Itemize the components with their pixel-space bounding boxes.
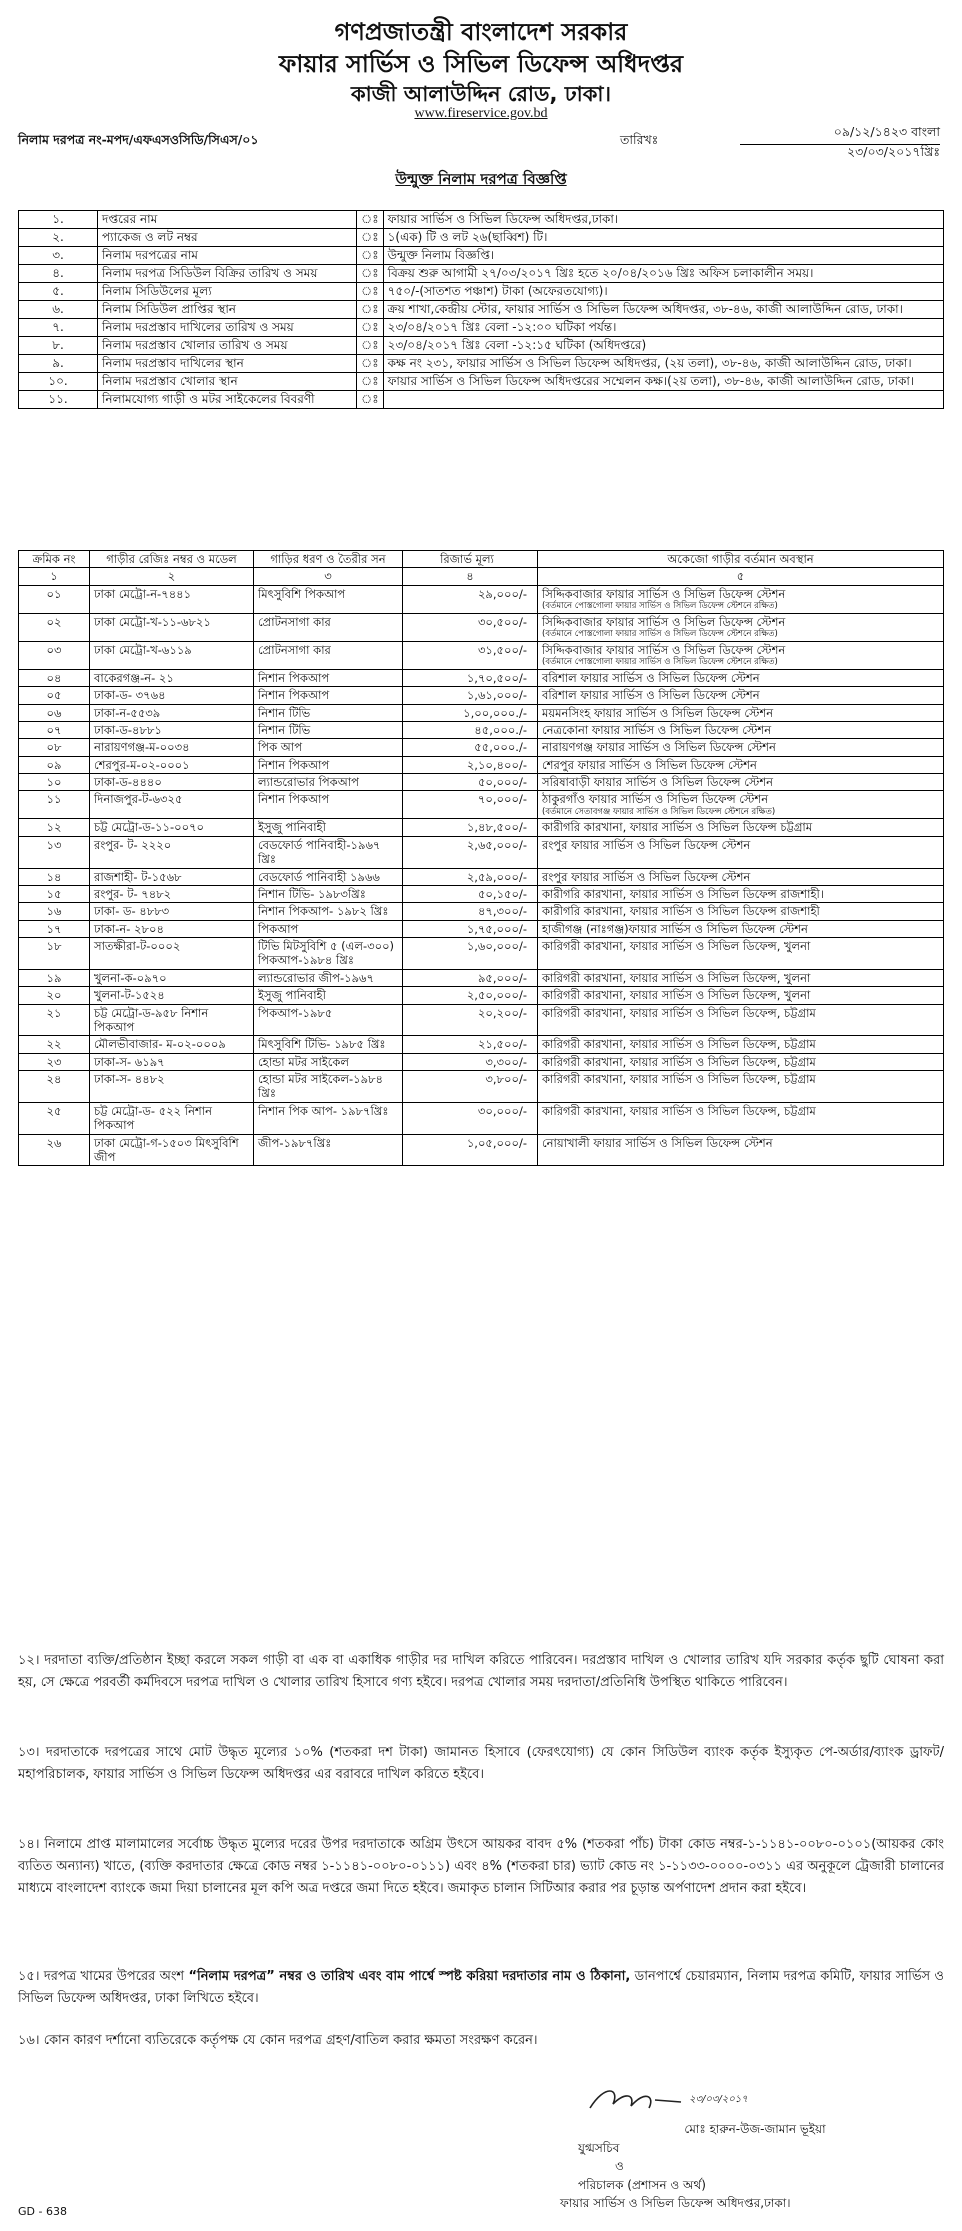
signatory-title2: পরিচালক (প্রশাসন ও অর্থ): [578, 2177, 706, 2192]
info-row: [19, 211, 944, 229]
clause-number: ১৬।: [18, 2033, 40, 2048]
vehicle-serial: ০৮: [46, 740, 62, 755]
info-number: ২.: [19, 229, 98, 247]
vehicle-location: সিদ্দিকবাজার ফায়ার সার্ভিস ও সিভিল ডিফেন্স স্টেশন: [542, 642, 786, 657]
vehicle-type: নিশান পিক আপ- ১৯৮৭খ্রিঃ: [258, 1103, 389, 1118]
info-row: [19, 247, 944, 265]
vehicle-serial: ১৮: [46, 939, 62, 953]
vehicle-type: হোন্ডা মটর সাইকেল-১৯৮৪ খ্রিঃ: [258, 1072, 383, 1101]
info-number: ১১.: [19, 391, 98, 409]
vehicle-type: প্রোটনসাগা কার: [258, 642, 331, 657]
vehicle-type: পিকআপ: [258, 921, 299, 936]
vehicle-registration: রংপুর- ট- ২২২০: [94, 837, 172, 852]
vehicle-registration: চট্ট মেট্রো-ড-১১-০০৭০: [94, 820, 205, 835]
vehicle-registration: ঢাকা মেট্রো-ন-৭৪৪১: [94, 586, 192, 601]
website-link[interactable]: www.fireservice.gov.bd: [414, 106, 548, 121]
info-row: [19, 391, 944, 409]
clause-13: [18, 1742, 944, 1786]
vehicle-registration: ঢাকা-ড-৪৪৪০: [94, 775, 162, 789]
vehicle-type: বেডফোর্ড পানিবাহী-১৯৬৭ খ্রিঃ: [258, 837, 381, 867]
vehicle-registration: ঢাকা মেট্রো-গ-১৫০৩ মিৎসুবিশি জীপ: [94, 1135, 239, 1164]
vehicle-type: নিশান পিকআপ: [258, 688, 330, 703]
vehicle-type: জীপ-১৯৮৭খ্রিঃ: [258, 1135, 332, 1150]
clause-15: [18, 1966, 944, 2010]
vehicle-row: [19, 739, 944, 756]
clause-text: ডানপার্শ্বে চেয়ারম্যান, নিলাম দরপত্র কমিটি, ফায়ার সার্ভিস ও সিভিল ডিফেন্স অধিদপ্তর, ঢাকা লিখিতে হইবে।: [18, 1969, 944, 2007]
signatory-title1: যুগ্মসচিব: [578, 2140, 620, 2155]
vehicle-location: শেরপুর ফায়ার সার্ভিস ও সিভিল ডিফেন্স স্টেশন: [542, 757, 757, 772]
vehicle-type: ল্যান্ডরোভার পিকআপ: [258, 775, 359, 789]
vehicle-registration: বাকেরগঞ্জ-ন- ২১: [94, 670, 174, 685]
vehicle-serial: ০৪: [46, 670, 62, 685]
vehicle-location: কারিগরী কারখানা, ফায়ার সার্ভিস ও সিভিল ডিফেন্স, খুলনা: [542, 988, 811, 1003]
vehicle-registration: নারায়ণগঞ্জ-ম-০০৩৪: [94, 740, 190, 755]
vehicle-location-note: (বর্তমানে পোস্তগোলা ফায়ার সার্ভিস ও সিভিল ডিফেন্স স্টেশনে রক্ষিত): [542, 601, 778, 612]
info-separator: ঃ: [357, 283, 384, 301]
info-row: [19, 355, 944, 373]
vehicle-registration: খুলনা-ট-১৫২৪: [94, 988, 165, 1003]
colnum-3: ৩: [254, 568, 403, 585]
info-value: ৭৫০/-(সাতশত পঞ্চাশ) টাকা (অফেরতযোগ্য)।: [383, 283, 943, 301]
signatory-office: ফায়ার সার্ভিস ও সিভিল ডিফেন্স অধিদপ্তর,ঢাকা।: [560, 2196, 791, 2211]
vehicle-location: নোয়াখালী ফায়ার সার্ভিস ও সিভিল ডিফেন্স স্টেশন: [542, 1135, 773, 1150]
info-separator: ঃ: [357, 247, 384, 265]
info-value: ২৩/০৪/২০১৭ খ্রিঃ বেলা -১২:১৫ ঘটিকা (অধিদপ্তরে): [383, 337, 943, 355]
vehicle-serial: ২১: [46, 1005, 62, 1020]
vehicle-location-note: (বর্তমানে পোস্তগোলা ফায়ার সার্ভিস ও সিভিল ডিফেন্স স্টেশনে রক্ষিত): [542, 657, 778, 668]
vehicle-serial: ১১: [46, 792, 62, 807]
vehicle-registration: ঢাকা-ড- ৩৭৬৪: [94, 688, 166, 703]
info-value: ২৩/০৪/২০১৭ খ্রিঃ বেলা -১২:০০ ঘটিকা পর্যন্ত।: [383, 319, 943, 337]
vehicle-serial: ০৭: [46, 722, 62, 737]
vehicle-location: কারিগরী কারখানা, ফায়ার সার্ভিস ও সিভিল ডিফেন্স, খুলনা: [542, 970, 811, 985]
colnum-4: ৪: [403, 568, 538, 585]
date-english: ২৩/০৩/২০১৭খ্রিঃ: [847, 144, 940, 159]
vehicle-registration: খুলনা-ক-০৯৭০: [94, 970, 167, 985]
vehicle-table-header: [19, 551, 944, 568]
vehicle-row: [19, 721, 944, 738]
vehicle-type: পিকআপ-১৯৮৫: [258, 1005, 333, 1020]
col-location: অকেজো গাড়ীর বর্তমান অবস্থান: [538, 551, 944, 568]
clause-number: ১২।: [18, 1653, 40, 1668]
info-label: নিলাম সিডিউলের মূল্য: [98, 283, 357, 301]
vehicle-location: নেত্রকোনা ফায়ার সার্ভিস ও সিভিল ডিফেন্স স্টেশন: [542, 722, 772, 737]
vehicle-location: কারিগরী কারখানা, ফায়ার সার্ভিস ও সিভিল ডিফেন্স, চট্টগ্রাম: [542, 1103, 816, 1118]
vehicle-serial: ০৩: [46, 642, 62, 657]
government-title: গণপ্রজাতন্ত্রী বাংলাদেশ সরকার: [334, 18, 628, 46]
info-number: ৮.: [19, 337, 98, 355]
vehicle-registration: মৌলভীবাজার- ম-০২-০০০৯: [94, 1037, 226, 1052]
vehicle-registration: ঢাকা মেট্রো-খ-৬১১৯: [94, 642, 192, 657]
vehicle-type: নিশান টিভি- ১৯৮৩খ্রিঃ: [258, 886, 366, 901]
vehicle-serial: ২০: [46, 988, 62, 1003]
vehicle-type: নিশান পিকআপ: [258, 792, 330, 807]
info-number: ৪.: [19, 265, 98, 283]
vehicle-location: সিদ্দিকবাজার ফায়ার সার্ভিস ও সিভিল ডিফেন্স স্টেশন: [542, 614, 786, 629]
vehicle-serial: ১৫: [46, 886, 62, 901]
vehicle-reserve-price: ৭০,০০০/-: [477, 792, 527, 807]
vehicle-type: পিক আপ: [258, 740, 303, 755]
vehicle-location: কারিগরী কারখানা, ফায়ার সার্ভিস ও সিভিল ডিফেন্স, খুলনা: [542, 939, 811, 953]
vehicle-type: ইসুজু পানিবাহী: [258, 988, 326, 1003]
vehicle-location: নারায়ণগঞ্জ ফায়ার সার্ভিস ও সিভিল ডিফেন্স স্টেশন: [542, 740, 776, 755]
vehicle-location: কারিগরী কারখানা, ফায়ার সার্ভিস ও সিভিল ডিফেন্স, চট্টগ্রাম: [542, 1005, 816, 1020]
colnum-5: ৫: [538, 568, 944, 585]
vehicle-serial: ১৪: [46, 869, 62, 884]
vehicle-reserve-price: ৪৭,৩০০/-: [477, 904, 527, 919]
vehicle-reserve-price: ১,৬০,০০০/-: [466, 939, 527, 953]
vehicle-row: [19, 1004, 944, 1036]
vehicle-reserve-price: ৩০,৫০০/-: [477, 614, 527, 629]
vehicle-reserve-price: ৫৫,০০০./-: [474, 740, 527, 755]
vehicle-row: [19, 885, 944, 902]
reference-number: নিলাম দরপত্র নং-মপদ/এফএসওসিডি/সিএস/০১: [18, 132, 259, 147]
vehicle-reserve-price: ১,৬১,০০০/-: [466, 688, 527, 703]
vehicle-type: নিশান পিকআপ- ১৯৮২ খ্রিঃ: [258, 904, 389, 919]
clause-text: নিলামে প্রাপ্ত মালামালের সর্বোচ্চ উদ্ধৃত মুল্যের দরের উপর দরদাতাকে অগ্রিম উৎসে আয়কর বাবদ ৫% (শতকরা পাঁচ) টাকা কোড নম্বর-১-১১৪১-০০৮০-০১০১(আয়কর কোং ব্যতিত অন্যান্য) খাতে, (ব্যক্তি করদাতার ক্ষেত্রে কোড নম্বর ১-১১৪১-০০৮০-০১১১) এবং ৪% (শতকরা চার) ভ্যাট কোড নং ১-১১৩৩-০০০০-০৩১১ এর অনুকূলে ট্রেজারী চালানের মাধ্যমে বাংলাদেশ ব্যাংকে জমা দিয়া চালানের মূল কপি অত্র দপ্তরে জমা দিতে হইবে। জমাকৃত চালান সিটিআর করার পর চূড়ান্ত অর্পণাদেশ প্রদান করা হইবে।: [18, 1837, 944, 1897]
vehicle-row: [19, 987, 944, 1004]
vehicle-reserve-price: ২,৫৯,০০০/-: [466, 869, 527, 884]
vehicle-row: [19, 1071, 944, 1103]
vehicle-row: [19, 704, 944, 721]
vehicle-reserve-price: ১,৭০,৫০০/-: [466, 670, 527, 685]
clause-text-bold: “নিলাম দরপত্র” নম্বর ও তারিখ এবং বাম পার্শ্বে স্পষ্ট করিয়া দরদাতার নাম ও ঠিকানা,: [188, 1969, 631, 1984]
info-separator: ঃ: [357, 265, 384, 283]
vehicle-row: [19, 791, 944, 819]
vehicle-location: কারীগরি কারখানা, ফায়ার সার্ভিস ও সিভিল ডিফেন্স রাজশাহী: [542, 904, 820, 919]
signature-date: ২৩/০৩/২০১৭: [689, 2094, 748, 2105]
vehicle-registration: সাতক্ষীরা-ট-০০০২: [94, 939, 181, 953]
info-number: ৩.: [19, 247, 98, 265]
info-table: [18, 210, 944, 409]
vehicle-row: [19, 1036, 944, 1053]
clause-text: দরপত্র খামের উপরের অংশ: [43, 1969, 189, 1984]
info-label: নিলাম দরপ্রস্তাব দাখিলের স্থান: [98, 355, 357, 373]
vehicle-type: মিৎসুবিশি টিভি- ১৯৮৫ খ্রিঃ: [258, 1037, 386, 1052]
clause-16: [18, 2030, 944, 2052]
vehicle-row: [19, 585, 944, 613]
vehicle-type: নিশান পিকআপ: [258, 757, 330, 772]
vehicle-serial: ০৯: [46, 757, 62, 772]
info-label: নিলাম দরপ্রস্তাব দাখিলের তারিখ ও সময়: [98, 319, 357, 337]
vehicle-registration: চট্ট মেট্রো-ড-৯৫৮ নিশান পিকআপ: [94, 1005, 209, 1034]
vehicle-serial: ০১: [46, 586, 62, 601]
vehicle-row: [19, 1102, 944, 1134]
vehicle-type: টিভি মিটসুবিশি ৫ (এল-৩০০) পিকআপ-১৯৮৪ খ্রিঃ: [258, 939, 395, 968]
vehicle-location: সরিষাবাড়ী ফায়ার সার্ভিস ও সিভিল ডিফেন্স স্টেশন: [542, 775, 773, 789]
gd-number: GD - 638: [18, 2205, 67, 2218]
info-label: নিলাম দরপ্রস্তাব খোলার স্থান: [98, 373, 357, 391]
colnum-2: ২: [90, 568, 254, 585]
clause-text: দরদাতাকে দরপত্রের সাথে মোট উদ্ধৃত মূল্যের ১০% (শতকরা দশ টাকা) জামানত হিসাবে (ফেরৎযোগ্য) যে কোন সিডিউল ব্যাংক কর্তৃক ইস্যুকৃত পে-অর্ডার/ব্যাংক ড্রাফট/ মহাপরিচালক, ফায়ার সার্ভিস ও সিভিল ডিফেন্স অধিদপ্তর এর বরাবরে দাখিল করিতে হইবে।: [18, 1745, 944, 1783]
vehicle-serial: ২৩: [46, 1054, 62, 1069]
vehicle-location: কারীগরি কারখানা, ফায়ার সার্ভিস ও সিভিল ডিফেন্স রাজশাহী।: [542, 886, 824, 901]
info-label: দপ্তরের নাম: [98, 211, 357, 229]
vehicle-registration: ঢাকা-স- ৬১৯৭: [94, 1054, 165, 1069]
vehicle-row: [19, 836, 944, 868]
vehicle-reserve-price: ২৯,০০০/-: [477, 586, 527, 601]
vehicle-type: মিৎসুবিশি পিকআপ: [258, 586, 346, 601]
vehicle-registration: ঢাকা-ন-৫৫৩৯: [94, 705, 161, 720]
info-number: ১.: [19, 211, 98, 229]
vehicle-reserve-price: ২,৫০,০০০/-: [466, 988, 527, 1003]
clause-number: ১৩।: [18, 1745, 40, 1760]
info-row: [19, 283, 944, 301]
info-separator: ঃ: [357, 373, 384, 391]
vehicle-reserve-price: ১,৪৮,৫০০/-: [466, 820, 527, 835]
vehicle-registration: ঢাকা-স- ৪৪৮২: [94, 1072, 165, 1086]
vehicle-location: কারীগরি কারখানা, ফায়ার সার্ভিস ও সিভিল ডিফেন্স চট্টগ্রাম: [542, 820, 813, 835]
info-row: [19, 301, 944, 319]
vehicle-reserve-price: ৫০,১৫০/-: [477, 886, 527, 901]
vehicle-row: [19, 969, 944, 986]
vehicle-row: [19, 920, 944, 937]
vehicle-reserve-price: ৩১,৫০০/-: [477, 642, 527, 657]
info-number: ৭.: [19, 319, 98, 337]
info-separator: ঃ: [357, 391, 384, 409]
clause-number: ১৫।: [18, 1969, 40, 1984]
vehicle-location: কারিগরী কারখানা, ফায়ার সার্ভিস ও সিভিল ডিফেন্স, চট্টগ্রাম: [542, 1054, 816, 1069]
info-separator: ঃ: [357, 337, 384, 355]
vehicle-type: নিশান পিকআপ: [258, 670, 330, 685]
signatory-name: মোঃ হারুন-উজ-জামান ভূইয়া: [684, 2122, 826, 2136]
info-value: [383, 391, 943, 409]
vehicle-serial: ০৫: [46, 688, 62, 703]
vehicle-reserve-price: ২১,৫০০/-: [477, 1037, 527, 1052]
vehicle-registration: রাজশাহী- ট-১৫৬৮: [94, 869, 182, 884]
vehicle-row: [19, 868, 944, 885]
date-label: তারিখঃ: [620, 132, 659, 147]
vehicle-table: [18, 550, 944, 1166]
vehicle-registration: ঢাকা-ড-৪৮৮১: [94, 722, 162, 737]
info-value: ক্রয় শাখা,কেন্দ্রীয় স্টোর, ফায়ার সার্ভিস ও সিভিল ডিফেন্স অধিদপ্তর, ৩৮-৪৬, কাজী আলাউদ্দিন রোড, ঢাকা।: [383, 301, 943, 319]
vehicle-serial: ১৯: [46, 970, 62, 985]
vehicle-location: কারিগরী কারখানা, ফায়ার সার্ভিস ও সিভিল ডিফেন্স, চট্টগ্রাম: [542, 1072, 816, 1086]
vehicle-registration: দিনাজপুর-ট-৬৩২৫: [94, 792, 183, 807]
vehicle-reserve-price: ৩,৮০০/-: [485, 1072, 527, 1086]
info-value: ফায়ার সার্ভিস ও সিভিল ডিফেন্স অধিদপ্তরের সম্মেলন কক্ষ।(২য় তলা), ৩৮-৪৬, কাজী আলাউদ্দিন রোড, ঢাকা।: [383, 373, 943, 391]
info-value: উন্মুক্ত নিলাম বিজ্ঞপ্তি।: [383, 247, 943, 265]
info-value: বিক্রয় শুরু আগামী ২৭/০৩/২০১৭ খ্রিঃ হতে ২০/০৪/২০১৬ খ্রিঃ অফিস চলাকালীন সময়।: [383, 265, 943, 283]
info-value: ফায়ার সার্ভিস ও সিভিল ডিফেন্স অধিদপ্তর,ঢাকা।: [383, 211, 943, 229]
vehicle-reserve-price: ৫০,০০০/-: [477, 775, 527, 789]
vehicle-row: [19, 903, 944, 920]
vehicle-location-note: (বর্তমানে সেতাবগঞ্জ ফায়ার সার্ভিস ও সিভিল ডিফেন্স স্টেশনে রক্ষিত): [542, 806, 776, 817]
vehicle-type: প্রোটনসাগা কার: [258, 614, 331, 629]
notice-title: উন্মুক্ত নিলাম দরপত্র বিজ্ঞপ্তি: [395, 170, 567, 188]
vehicle-row: [19, 1053, 944, 1070]
info-value: কক্ষ নং ২৩১, ফায়ার সার্ভিস ও সিভিল ডিফেন্স অধিদপ্তর, (২য় তলা), ৩৮-৪৬, কাজী আলাউদ্দিন রোড, ঢাকা।: [383, 355, 943, 373]
vehicle-location: হাজীগঞ্জ (নাঃগঞ্জ)ফায়ার সার্ভিস ও সিভিল ডিফেন্স স্টেশন: [542, 921, 808, 936]
vehicle-location: রংপুর ফায়ার সার্ভিস ও সিভিল ডিফেন্স স্টেশন: [542, 837, 751, 852]
col-type: গাড়ির ধরণ ও তৈরীর সন: [254, 551, 403, 568]
vehicle-type: বেডফোর্ড পানিবাহী ১৯৬৬: [258, 869, 380, 884]
vehicle-serial: ১৩: [46, 837, 62, 852]
vehicle-type: নিশান টিভি: [258, 722, 311, 737]
info-value: ১(এক) টি ও লট ২৬(ছাব্বিশ) টি।: [383, 229, 943, 247]
date-bangla: ০৯/১২/১৪২৩ বাংলা: [740, 124, 940, 145]
info-label: প্যাকেজ ও লট নম্বর: [98, 229, 357, 247]
info-number: ৬.: [19, 301, 98, 319]
clause-14: [18, 1834, 944, 1900]
vehicle-type: নিশান টিভি: [258, 705, 311, 720]
vehicle-registration: ঢাকা-ন- ২৮০৪: [94, 921, 164, 936]
col-serial: ক্রমিক নং: [19, 551, 90, 568]
vehicle-row: [19, 774, 944, 791]
vehicle-reserve-price: ১,০০,০০০./-: [463, 705, 527, 720]
signature-block: [560, 2100, 950, 2213]
vehicle-serial: ২২: [46, 1037, 62, 1052]
vehicle-reserve-price: ২০,২০০/-: [477, 1005, 527, 1020]
info-row: [19, 229, 944, 247]
vehicle-type: হোন্ডা মটর সাইকেল: [258, 1054, 349, 1069]
info-separator: ঃ: [357, 229, 384, 247]
address: কাজী আলাউদ্দিন রোড, ঢাকা।: [350, 82, 612, 106]
clause-number: ১৪।: [18, 1837, 40, 1852]
info-label: নিলামযোগ্য গাড়ী ও মটর সাইকেলের বিবরণী: [98, 391, 357, 409]
vehicle-serial: ১৬: [46, 904, 62, 919]
vehicle-registration: রংপুর- ট- ৭৪৮২: [94, 886, 172, 901]
vehicle-reserve-price: ৩,৩০০/-: [485, 1054, 527, 1069]
department-title: ফায়ার সার্ভিস ও সিভিল ডিফেন্স অধিদপ্তর: [278, 50, 684, 78]
info-row: [19, 373, 944, 391]
vehicle-table-colnums: [19, 568, 944, 585]
info-number: ৯.: [19, 355, 98, 373]
info-label: নিলাম দরপত্রের নাম: [98, 247, 357, 265]
vehicle-registration: চট্ট মেট্রো-ড- ৫২২ নিশান পিকআপ: [94, 1103, 212, 1133]
info-row: [19, 337, 944, 355]
vehicle-row: [19, 938, 944, 970]
clause-text: কোন কারণ দর্শানো ব্যতিরেকে কর্তৃপক্ষ যে কোন দরপত্র গ্রহণ/বাতিল করার ক্ষমতা সংরক্ষণ করেন।: [43, 2033, 538, 2048]
vehicle-reserve-price: ২,৬৫,০০০/-: [466, 837, 527, 852]
info-number: ১০.: [19, 373, 98, 391]
info-separator: ঃ: [357, 211, 384, 229]
info-row: [19, 319, 944, 337]
vehicle-reserve-price: ১,০৫,০০০/-: [466, 1135, 527, 1150]
vehicle-location: রংপুর ফায়ার সার্ভিস ও সিভিল ডিফেন্স স্টেশন: [542, 869, 751, 884]
vehicle-serial: ১৭: [46, 921, 62, 936]
vehicle-location: সিদ্দিকবাজার ফায়ার সার্ভিস ও সিভিল ডিফেন্স স্টেশন: [542, 586, 786, 601]
vehicle-serial: ০২: [46, 614, 62, 629]
col-reserve-price: রিজার্ভ মূল্য: [403, 551, 538, 568]
vehicle-location: কারিগরী কারখানা, ফায়ার সার্ভিস ও সিভিল ডিফেন্স, চট্টগ্রাম: [542, 1037, 816, 1052]
vehicle-serial: ০৬: [46, 705, 62, 720]
vehicle-registration: শেরপুর-ম-০২-০০০১: [94, 757, 190, 772]
vehicle-row: [19, 613, 944, 641]
vehicle-reserve-price: ৪৫,০০০./-: [474, 722, 527, 737]
info-label: নিলাম দরপ্রস্তাব খোলার তারিখ ও সময়: [98, 337, 357, 355]
vehicle-row: [19, 687, 944, 704]
vehicle-location: বরিশাল ফায়ার সার্ভিস ও সিভিল ডিফেন্স স্টেশন: [542, 688, 760, 703]
vehicle-row: [19, 641, 944, 669]
vehicle-serial: ১০: [46, 775, 62, 789]
vehicle-serial: ২৬: [46, 1135, 62, 1150]
vehicle-reserve-price: ৩০,০০০/-: [477, 1103, 527, 1118]
vehicle-location-note: (বর্তমানে পোস্তগোলা ফায়ার সার্ভিস ও সিভিল ডিফেন্স স্টেশনে রক্ষিত): [542, 629, 778, 640]
vehicle-reserve-price: ১,৭৫,০০০/-: [466, 921, 527, 936]
info-separator: ঃ: [357, 319, 384, 337]
vehicle-reserve-price: ৯৫,০০০/-: [477, 970, 527, 985]
info-row: [19, 265, 944, 283]
info-number: ৫.: [19, 283, 98, 301]
vehicle-location: বরিশাল ফায়ার সার্ভিস ও সিভিল ডিফেন্স স্টেশন: [542, 670, 760, 685]
info-label: নিলাম দরপত্র সিডিউল বিক্রির তারিখ ও সময়: [98, 265, 357, 283]
vehicle-reserve-price: ২,১০,৪০০/-: [466, 757, 527, 772]
vehicle-row: [19, 1134, 944, 1166]
clause-text: দরদাতা ব্যক্তি/প্রতিষ্ঠান ইচ্ছা করলে সকল গাড়ী বা এক বা একাধিক গাড়ীর দর দাখিল করিতে পারিবেন। দরপ্রস্তাব দাখিল ও খোলার তারিখ যদি সরকার কর্তৃক ছুটি ঘোষনা করা হয়, সে ক্ষেত্রে পরবর্তী কর্মদিবসে দরপত্র দাখিল ও খোলার তারিখ হিসাবে গণ্য হইবে। দরপত্র খোলার সময় দরদাতা/প্রতিনিধি উপস্থিত থাকিতে পারিবেন।: [18, 1653, 944, 1691]
signatory-and: ও: [615, 2159, 624, 2174]
vehicle-row: [19, 819, 944, 836]
vehicle-location: ঠাকুরগাঁও ফায়ার সার্ভিস ও সিভিল ডিফেন্স স্টেশন: [542, 792, 769, 807]
info-separator: ঃ: [357, 301, 384, 319]
col-registration: গাড়ীর রেজিঃ নম্বর ও মডেল: [90, 551, 254, 568]
vehicle-type: ল্যান্ডরোভার জীপ-১৯৬৭: [258, 970, 375, 985]
vehicle-row: [19, 669, 944, 686]
info-separator: ঃ: [357, 355, 384, 373]
vehicle-type: ইসুজু পানিবাহী: [258, 820, 326, 835]
vehicle-serial: ১২: [46, 820, 62, 835]
vehicle-registration: ঢাকা- ড- ৪৮৮৩: [94, 904, 170, 919]
vehicle-location: ময়মনসিংহ ফায়ার সার্ভিস ও সিভিল ডিফেন্স স্টেশন: [542, 705, 774, 720]
info-label: নিলাম সিডিউল প্রাপ্তির স্থান: [98, 301, 357, 319]
colnum-1: ১: [19, 568, 90, 585]
vehicle-serial: ২৪: [46, 1072, 62, 1086]
vehicle-row: [19, 756, 944, 773]
vehicle-serial: ২৫: [46, 1103, 62, 1118]
vehicle-registration: ঢাকা মেট্রো-খ-১১-৬৮২১: [94, 614, 211, 629]
clause-12: [18, 1650, 944, 1694]
